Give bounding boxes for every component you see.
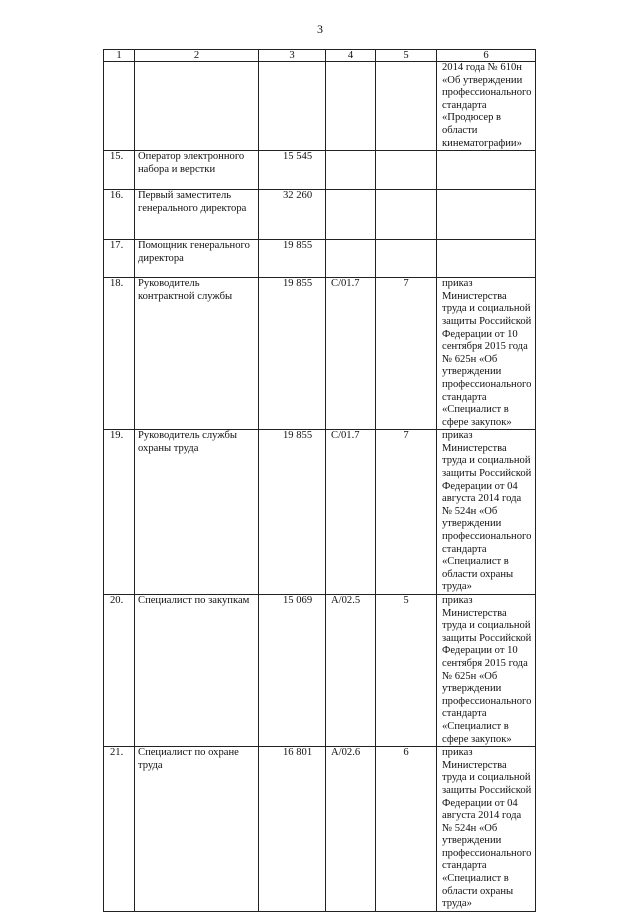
position-cell: Специалист по закупкам (135, 595, 259, 747)
table-row (104, 430, 536, 595)
row-number: 19. (104, 430, 135, 595)
position-cell: Первый заместитель генерального директора (135, 190, 259, 240)
row-number (104, 62, 135, 151)
row-number: 18. (104, 278, 135, 430)
table-row (104, 190, 536, 240)
qualification-level-cell: 7 (376, 278, 437, 430)
table-header-row (104, 50, 536, 62)
qualification-level-cell: 6 (376, 747, 437, 912)
table-row (104, 240, 536, 278)
function-code-cell (326, 190, 376, 240)
standard-cell (437, 151, 536, 190)
position-cell: Специалист по охране труда (135, 747, 259, 912)
function-code-cell (326, 240, 376, 278)
standard-cell: приказ Министерства труда и социальной защиты Российской Федерации от 04 августа 2014 года № 524н «Об утверждении профессионального стандарта «Специалист в области охраны труда» (437, 430, 536, 595)
row-number: 15. (104, 151, 135, 190)
standard-cell: приказ Министерства труда и социальной защиты Российской Федерации от 10 сентября 2015 года № 625н «Об утверждении профессионального стандарта «Специалист в сфере закупок» (437, 595, 536, 747)
column-header: 3 (259, 50, 326, 62)
qualification-level-cell: 7 (376, 430, 437, 595)
qualification-level-cell (376, 62, 437, 151)
salary-cell: 19 855 (259, 278, 326, 430)
page-number: 3 (317, 22, 323, 36)
table-row (104, 151, 536, 190)
table-row (104, 595, 536, 747)
column-header: 5 (376, 50, 437, 62)
column-header: 1 (104, 50, 135, 62)
qualification-level-cell (376, 190, 437, 240)
qualification-level-cell (376, 240, 437, 278)
salary-cell: 32 260 (259, 190, 326, 240)
function-code-cell (326, 151, 376, 190)
standard-cell (437, 240, 536, 278)
salary-cell: 15 545 (259, 151, 326, 190)
qualification-level-cell: 5 (376, 595, 437, 747)
position-cell: Оператор электронного набора и верстки (135, 151, 259, 190)
salary-cell: 19 855 (259, 430, 326, 595)
row-number: 20. (104, 595, 135, 747)
table-row (104, 278, 536, 430)
function-code-cell (326, 62, 376, 151)
standard-cell (437, 190, 536, 240)
standard-cell: приказ Министерства труда и социальной защиты Российской Федерации от 04 августа 2014 года № 524н «Об утверждении профессионального стандарта «Специалист в области охраны труда» (437, 747, 536, 912)
standard-cell: 2014 года № 610н «Об утверждении профессионального стандарта «Продюсер в области кинематографии» (437, 62, 536, 151)
position-cell: Руководитель контрактной службы (135, 278, 259, 430)
column-header: 6 (437, 50, 536, 62)
standard-cell: приказ Министерства труда и социальной защиты Российской Федерации от 10 сентября 2015 года № 625н «Об утверждении профессионального стандарта «Специалист в сфере закупок» (437, 278, 536, 430)
function-code-cell: А/02.5 (326, 595, 376, 747)
position-cell (135, 62, 259, 151)
position-cell: Помощник генерального директора (135, 240, 259, 278)
column-header: 4 (326, 50, 376, 62)
column-header: 2 (135, 50, 259, 62)
salary-cell (259, 62, 326, 151)
salary-cell: 15 069 (259, 595, 326, 747)
salary-cell: 19 855 (259, 240, 326, 278)
row-number: 17. (104, 240, 135, 278)
row-number: 16. (104, 190, 135, 240)
table-row (104, 747, 536, 912)
row-number: 21. (104, 747, 135, 912)
qualification-level-cell (376, 151, 437, 190)
function-code-cell: А/02.6 (326, 747, 376, 912)
staff-table (103, 49, 536, 912)
table-row (104, 62, 536, 151)
function-code-cell: С/01.7 (326, 430, 376, 595)
salary-cell: 16 801 (259, 747, 326, 912)
position-cell: Руководитель службы охраны труда (135, 430, 259, 595)
function-code-cell: С/01.7 (326, 278, 376, 430)
